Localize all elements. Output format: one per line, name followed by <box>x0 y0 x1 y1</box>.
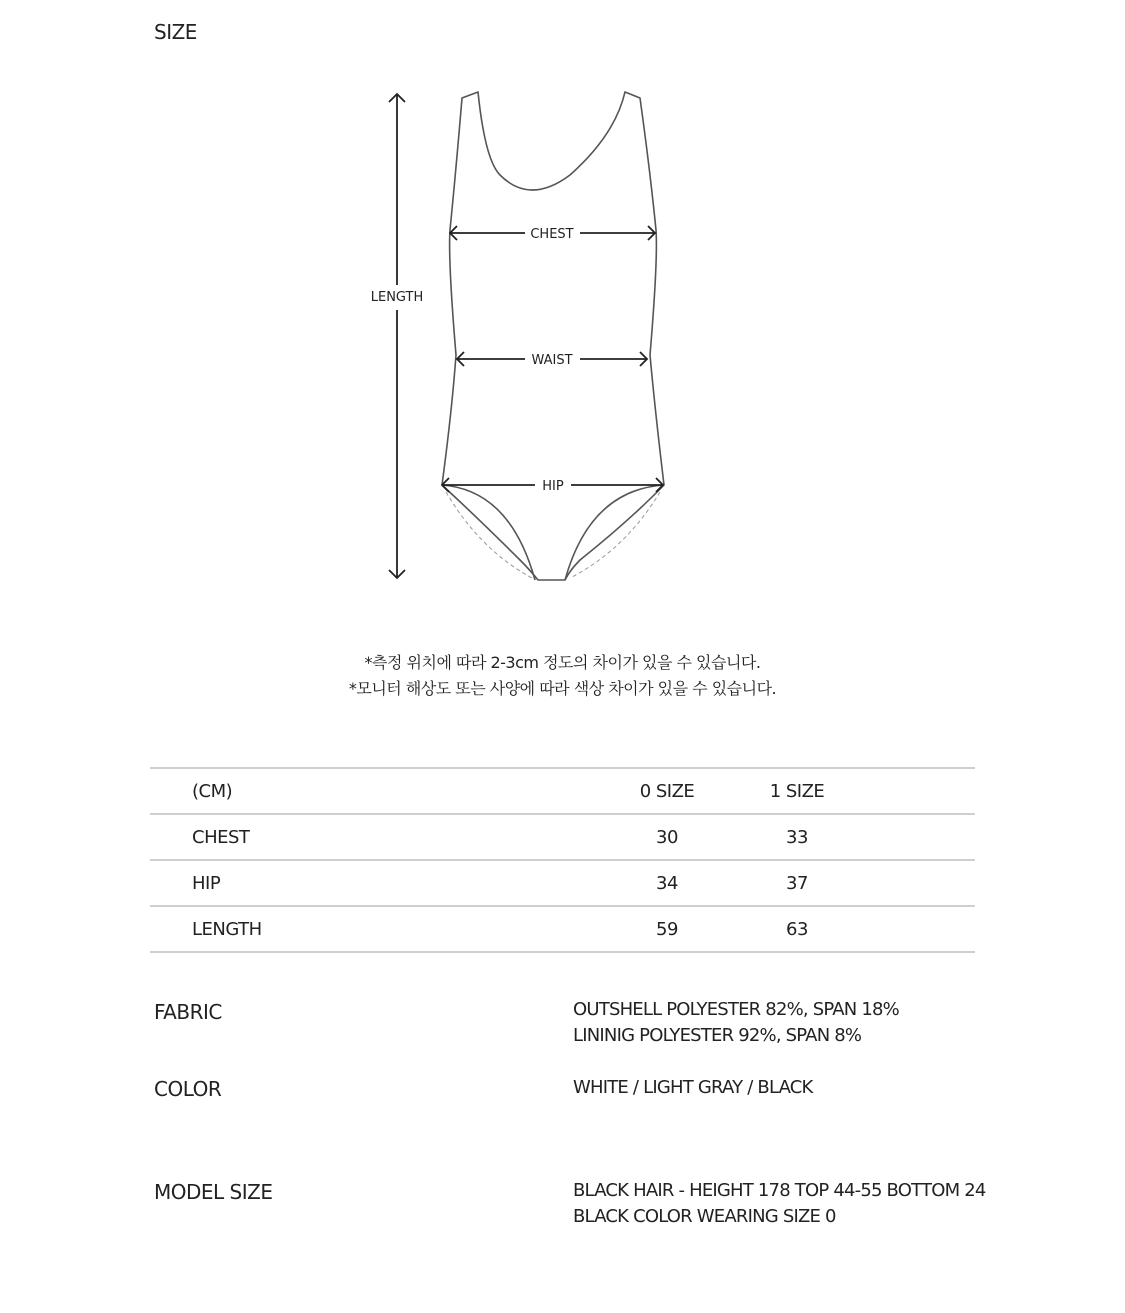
cell-value: 63 <box>732 906 862 952</box>
color-label: COLOR <box>154 1077 222 1101</box>
cell-value: 34 <box>602 860 732 906</box>
color-line: WHITE / LIGHT GRAY / BLACK <box>573 1077 813 1098</box>
table-row <box>150 814 975 860</box>
row-label: CHEST <box>150 814 602 860</box>
fabric-label: FABRIC <box>154 1000 222 1024</box>
header-size-0: 0 SIZE <box>602 768 732 814</box>
model-size-line-height: BLACK HAIR - HEIGHT 178 TOP 44-55 BOTTOM 24 <box>573 1180 986 1201</box>
fabric-line-lining: LININIG POLYESTER 92%, SPAN 8% <box>573 1025 862 1046</box>
table-row <box>150 860 975 906</box>
row-label: HIP <box>150 860 602 906</box>
header-size-1: 1 SIZE <box>732 768 862 814</box>
table-header-row <box>150 768 975 814</box>
section-title: SIZE <box>154 20 197 44</box>
note-measurement: *측정 위치에 따라 2-3cm 정도의 차이가 있을 수 있습니다. <box>364 653 761 672</box>
note-color: *모니터 해상도 또는 사양에 따라 색상 차이가 있을 수 있습니다. <box>348 679 777 698</box>
model-size-line-wearing: BLACK COLOR WEARING SIZE 0 <box>573 1206 836 1227</box>
chest-label: CHEST <box>530 227 574 242</box>
fabric-value <box>573 997 899 1049</box>
length-label: LENGTH <box>370 290 424 305</box>
model-size-label: MODEL SIZE <box>154 1180 273 1204</box>
waist-label: WAIST <box>531 353 573 368</box>
swimsuit-outline-icon <box>442 92 664 580</box>
row-label: LENGTH <box>150 906 602 952</box>
cell-value: 30 <box>602 814 732 860</box>
size-table <box>150 767 975 953</box>
cell-value: 37 <box>732 860 862 906</box>
fabric-line-outshell: OUTSHELL POLYESTER 82%, SPAN 18% <box>573 999 899 1020</box>
measurement-notes <box>0 650 1125 702</box>
swimsuit-diagram <box>360 80 680 590</box>
header-unit: (CM) <box>150 768 602 814</box>
color-value <box>573 1075 813 1101</box>
cell-value: 59 <box>602 906 732 952</box>
hip-label: HIP <box>542 479 564 494</box>
table-row <box>150 906 975 952</box>
model-size-value <box>573 1178 986 1230</box>
cell-value: 33 <box>732 814 862 860</box>
